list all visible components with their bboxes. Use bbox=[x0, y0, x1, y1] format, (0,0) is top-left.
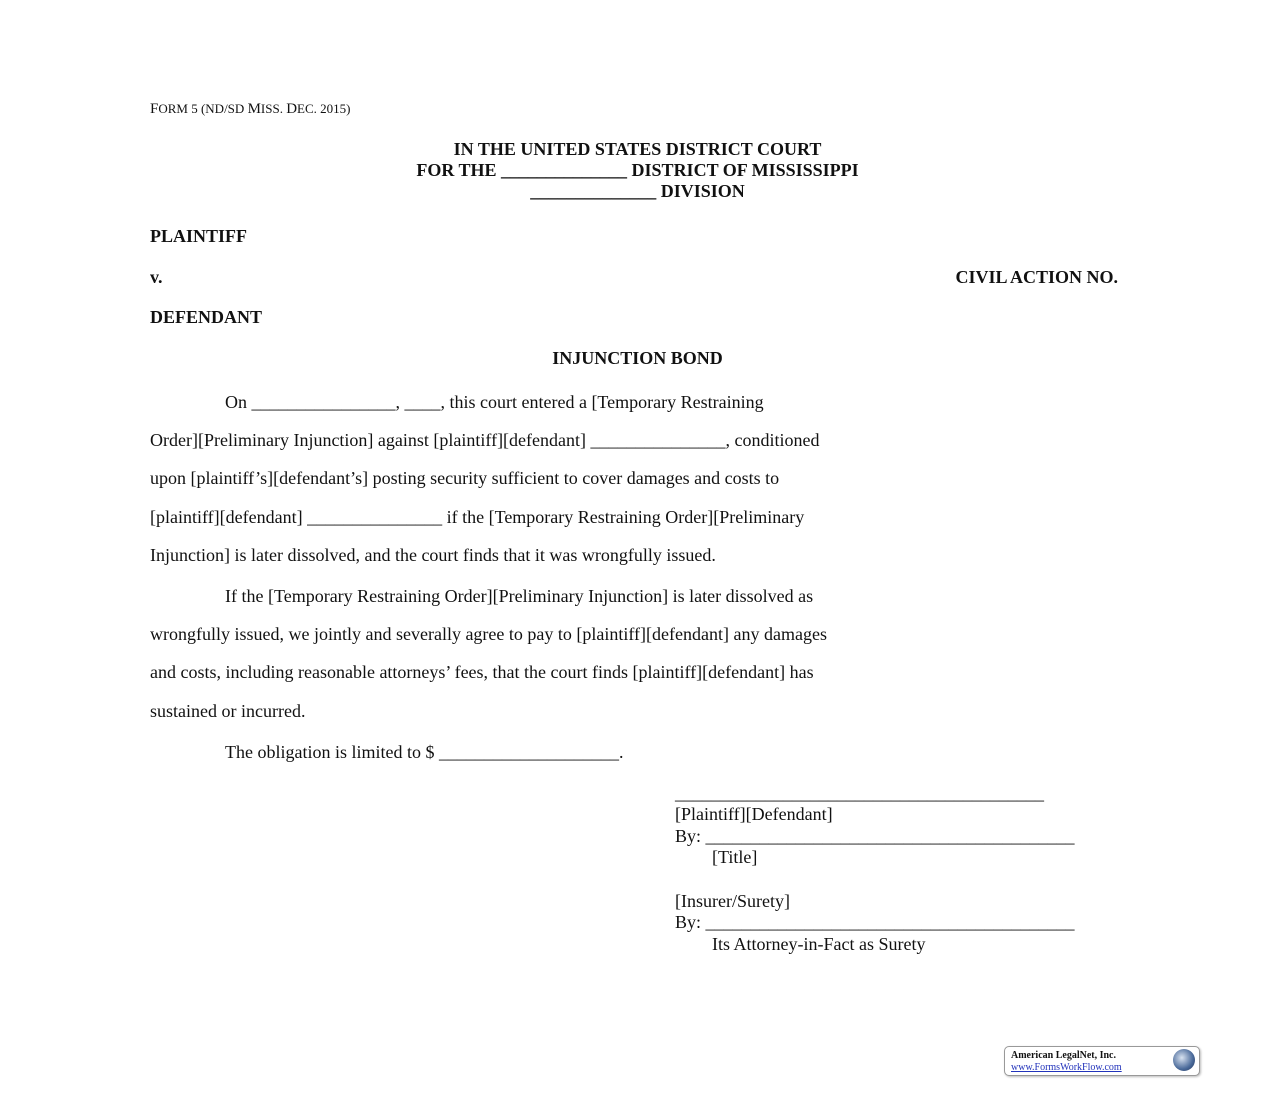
attorney-in-fact: Its Attorney-in-Fact as Surety bbox=[712, 934, 926, 954]
signatory-title: [Title] bbox=[712, 847, 758, 867]
court-caption-line3: ______________ DIVISION bbox=[530, 181, 745, 201]
insurer-surety: [Insurer/Surety] bbox=[675, 891, 790, 911]
versus-label: v. bbox=[150, 267, 163, 287]
paragraph2-line: and costs, including reasonable attorneys’ fees, that the court finds [plaintiff][defendant] has bbox=[150, 662, 814, 682]
signature-by-line-1: By: _________________________________________ bbox=[675, 826, 1075, 846]
form-id-part: ISS. bbox=[260, 101, 287, 116]
court-caption-line1: IN THE UNITED STATES DISTRICT COURT bbox=[453, 139, 822, 159]
form-id-part: EC. 2015) bbox=[297, 101, 351, 116]
signature-by-line-2: By: _________________________________________ bbox=[675, 912, 1075, 932]
logo-company: American LegalNet, Inc. bbox=[1011, 1050, 1116, 1061]
paragraph2-line: wrongfully issued, we jointly and severally agree to pay to [plaintiff][defendant] any damages bbox=[150, 624, 827, 644]
signature-line: _________________________________________ bbox=[675, 783, 1044, 803]
paragraph1-line: Order][Preliminary Injunction] against [plaintiff][defendant] _______________, conditioned bbox=[150, 430, 820, 450]
form-id-part: F bbox=[150, 101, 159, 117]
form-id-part: ORM 5 (ND/SD bbox=[158, 101, 248, 116]
form-id-part: M bbox=[247, 101, 261, 117]
paragraph2-line: If the [Temporary Restraining Order][Preliminary Injunction] is later dissolved as bbox=[225, 586, 814, 606]
plaintiff-label: PLAINTIFF bbox=[150, 226, 248, 246]
paragraph1-line: On ________________, ____, this court entered a [Temporary Restraining bbox=[225, 392, 764, 412]
paragraph2-line: sustained or incurred. bbox=[150, 701, 306, 721]
form-id-part: D bbox=[286, 101, 298, 117]
globe-icon bbox=[1173, 1049, 1195, 1071]
paragraph1-line: Injunction] is later dissolved, and the court finds that it was wrongfully issued. bbox=[150, 545, 716, 565]
form-identifier bbox=[150, 98, 351, 120]
signatory-party: [Plaintiff][Defendant] bbox=[675, 804, 833, 824]
logo-url-link[interactable]: www.FormsWorkFlow.com bbox=[1011, 1062, 1122, 1073]
paragraph1-line: upon [plaintiff’s][defendant’s] posting security sufficient to cover damages and costs to bbox=[150, 468, 780, 488]
american-legalnet-logo[interactable] bbox=[1004, 1046, 1200, 1076]
court-caption-line2: FOR THE ______________ DISTRICT OF MISSISSIPPI bbox=[416, 160, 859, 180]
obligation-limit: The obligation is limited to $ ____________________. bbox=[225, 742, 624, 762]
document-title: INJUNCTION BOND bbox=[552, 348, 723, 368]
paragraph1-line: [plaintiff][defendant] _______________ if the [Temporary Restraining Order][Preliminary bbox=[150, 507, 805, 527]
civil-action-label: CIVIL ACTION NO. bbox=[955, 267, 1118, 287]
defendant-label: DEFENDANT bbox=[150, 307, 263, 327]
